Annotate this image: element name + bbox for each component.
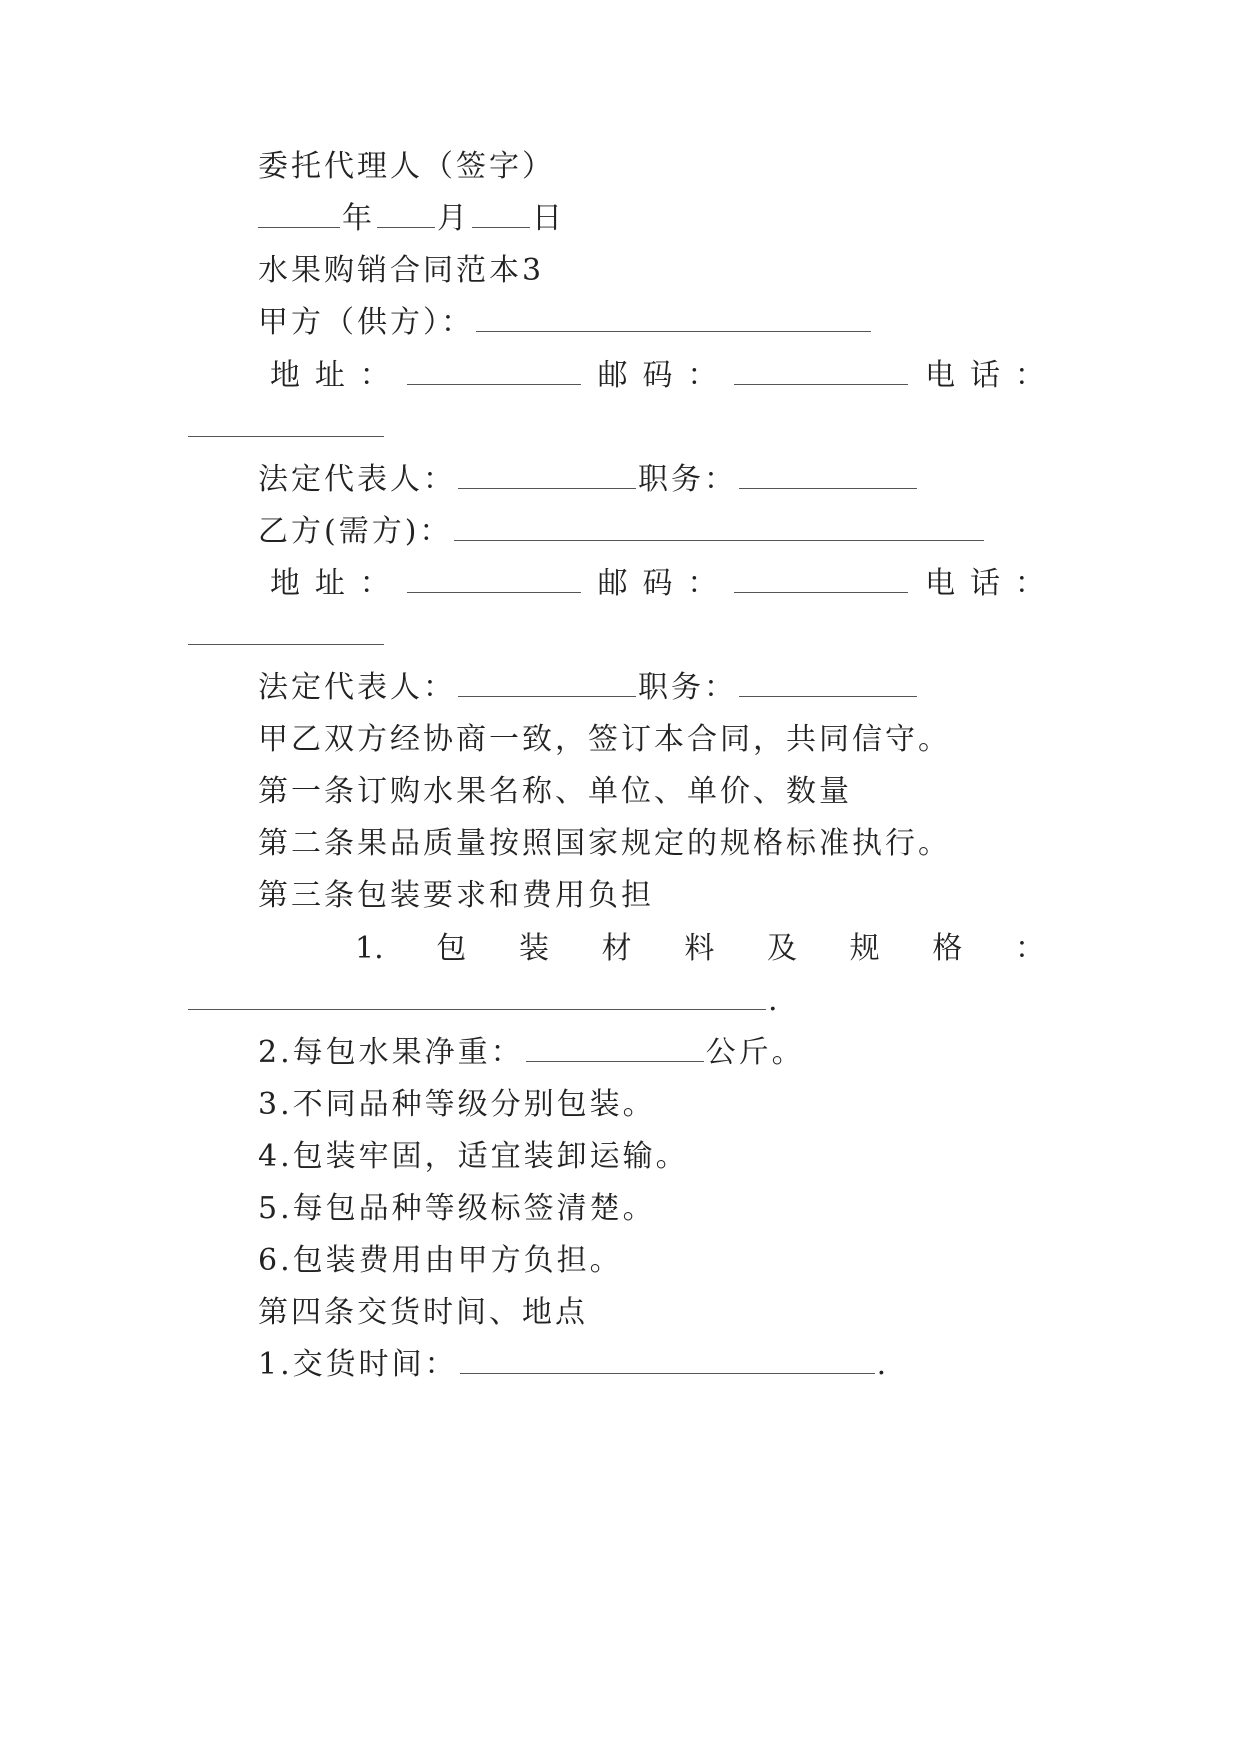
party-a-label: 甲方（供方）： bbox=[258, 305, 474, 340]
packaging-material-continuation bbox=[0, 981, 1241, 1021]
party-b-address-row bbox=[270, 564, 1045, 604]
article-3 bbox=[0, 876, 1241, 916]
date-line bbox=[0, 199, 1241, 239]
packaging-item-6 bbox=[0, 1241, 1241, 1281]
party-b-line bbox=[0, 512, 1241, 552]
article-1-text: 第一条订购水果名称、单位、单价、数量 bbox=[258, 774, 852, 809]
pkg5-text: 5.每包品种等级标签清楚。 bbox=[258, 1191, 656, 1226]
article-4 bbox=[0, 1293, 1241, 1333]
phone-char-1: 电 bbox=[925, 566, 956, 601]
packaging-item-5 bbox=[0, 1189, 1241, 1229]
legal-rep-label: 法定代表人： bbox=[258, 462, 456, 497]
party-b-blank[interactable] bbox=[454, 514, 984, 541]
packaging-material-row bbox=[355, 929, 1045, 969]
day-blank[interactable] bbox=[472, 201, 530, 228]
party-a-zip-blank[interactable] bbox=[734, 358, 908, 385]
pkg1-period: . bbox=[768, 983, 781, 1018]
net-weight-blank[interactable] bbox=[526, 1035, 704, 1062]
agent-signature-label: 委托代理人（签字） bbox=[258, 149, 555, 184]
party-b-address-blank[interactable] bbox=[407, 566, 581, 593]
party-b-position-blank[interactable] bbox=[739, 670, 917, 697]
month-label: 月 bbox=[437, 201, 470, 236]
pkg1-number: 1. bbox=[355, 931, 384, 966]
agreement-text: 甲乙双方经协商一致，签订本合同，共同信守。 bbox=[258, 722, 951, 757]
article-1 bbox=[0, 772, 1241, 812]
year-blank[interactable] bbox=[258, 201, 340, 228]
party-b-zip-blank[interactable] bbox=[734, 566, 908, 593]
party-a-line bbox=[0, 303, 1241, 343]
zip-colon: ： bbox=[687, 358, 718, 393]
addr-char-2: 址 bbox=[314, 358, 345, 393]
position-label: 职务： bbox=[638, 670, 737, 705]
packaging-weight-line bbox=[0, 1033, 1241, 1073]
party-a-legal-rep-line bbox=[0, 460, 1241, 500]
party-a-address-blank[interactable] bbox=[407, 358, 581, 385]
position-label: 职务： bbox=[638, 462, 737, 497]
pkg1-colon: ： bbox=[1015, 931, 1045, 966]
zip-char-2: 码 bbox=[642, 566, 673, 601]
addr-char-1: 地 bbox=[270, 358, 300, 393]
addr-colon: ： bbox=[359, 566, 390, 601]
pkg3-text: 3.不同品种等级分别包装。 bbox=[258, 1087, 656, 1122]
delivery-time-blank[interactable] bbox=[460, 1347, 875, 1374]
party-a-blank[interactable] bbox=[476, 305, 871, 332]
pkg1-char-1: 包 bbox=[436, 931, 467, 966]
pkg4-text: 4.包装牢固，适宜装卸运输。 bbox=[258, 1139, 689, 1174]
phone-colon: ： bbox=[1014, 566, 1045, 601]
pkg1-char-6: 规 bbox=[849, 931, 880, 966]
day-label: 日 bbox=[532, 201, 565, 236]
pkg2-prefix: 2.每包水果净重： bbox=[258, 1035, 524, 1070]
party-b-legal-rep-blank[interactable] bbox=[458, 670, 636, 697]
party-b-label: 乙方(需方)： bbox=[258, 514, 453, 549]
addr-colon: ： bbox=[359, 358, 390, 393]
party-a-address-row bbox=[270, 356, 1045, 396]
party-a-legal-rep-blank[interactable] bbox=[458, 462, 636, 489]
agent-signature-line bbox=[0, 147, 1241, 187]
party-a-position-blank[interactable] bbox=[739, 462, 917, 489]
packaging-item-3 bbox=[0, 1085, 1241, 1125]
addr-char-1: 地 bbox=[270, 566, 300, 601]
pkg1-char-7: 格 bbox=[932, 931, 963, 966]
party-a-phone-blank[interactable] bbox=[188, 410, 384, 437]
month-blank[interactable] bbox=[377, 201, 435, 228]
zip-char-1: 邮 bbox=[597, 358, 628, 393]
party-b-phone-blank[interactable] bbox=[188, 618, 384, 645]
contract-title bbox=[0, 251, 1241, 291]
delivery-period: . bbox=[876, 1347, 890, 1382]
zip-char-1: 邮 bbox=[597, 566, 628, 601]
year-label: 年 bbox=[342, 201, 375, 236]
party-a-phone-continuation bbox=[0, 408, 1241, 448]
pkg6-text: 6.包装费用由甲方负担。 bbox=[258, 1243, 623, 1278]
party-b-legal-rep-line bbox=[0, 668, 1241, 708]
pkg1-char-2: 装 bbox=[518, 931, 549, 966]
pkg1-char-3: 材 bbox=[601, 931, 632, 966]
article-2 bbox=[0, 824, 1241, 864]
delivery-time-line bbox=[0, 1345, 1241, 1385]
pkg1-char-5: 及 bbox=[766, 931, 797, 966]
article-3-text: 第三条包装要求和费用负担 bbox=[258, 878, 654, 913]
agreement-line bbox=[0, 720, 1241, 760]
phone-char-2: 话 bbox=[970, 358, 1001, 393]
packaging-material-blank[interactable] bbox=[188, 983, 766, 1010]
contract-title-text: 水果购销合同范本3 bbox=[258, 253, 545, 288]
delivery-time-label: 1.交货时间： bbox=[258, 1347, 458, 1382]
phone-colon: ： bbox=[1014, 358, 1045, 393]
phone-char-1: 电 bbox=[925, 358, 956, 393]
packaging-item-4 bbox=[0, 1137, 1241, 1177]
pkg2-suffix: 公斤。 bbox=[705, 1035, 805, 1070]
party-b-phone-continuation bbox=[0, 616, 1241, 656]
legal-rep-label: 法定代表人： bbox=[258, 670, 456, 705]
addr-char-2: 址 bbox=[314, 566, 345, 601]
pkg1-char-4: 料 bbox=[684, 931, 715, 966]
article-2-text: 第二条果品质量按照国家规定的规格标准执行。 bbox=[258, 826, 951, 861]
zip-char-2: 码 bbox=[642, 358, 673, 393]
phone-char-2: 话 bbox=[970, 566, 1001, 601]
article-4-text: 第四条交货时间、地点 bbox=[258, 1295, 588, 1330]
zip-colon: ： bbox=[687, 566, 718, 601]
